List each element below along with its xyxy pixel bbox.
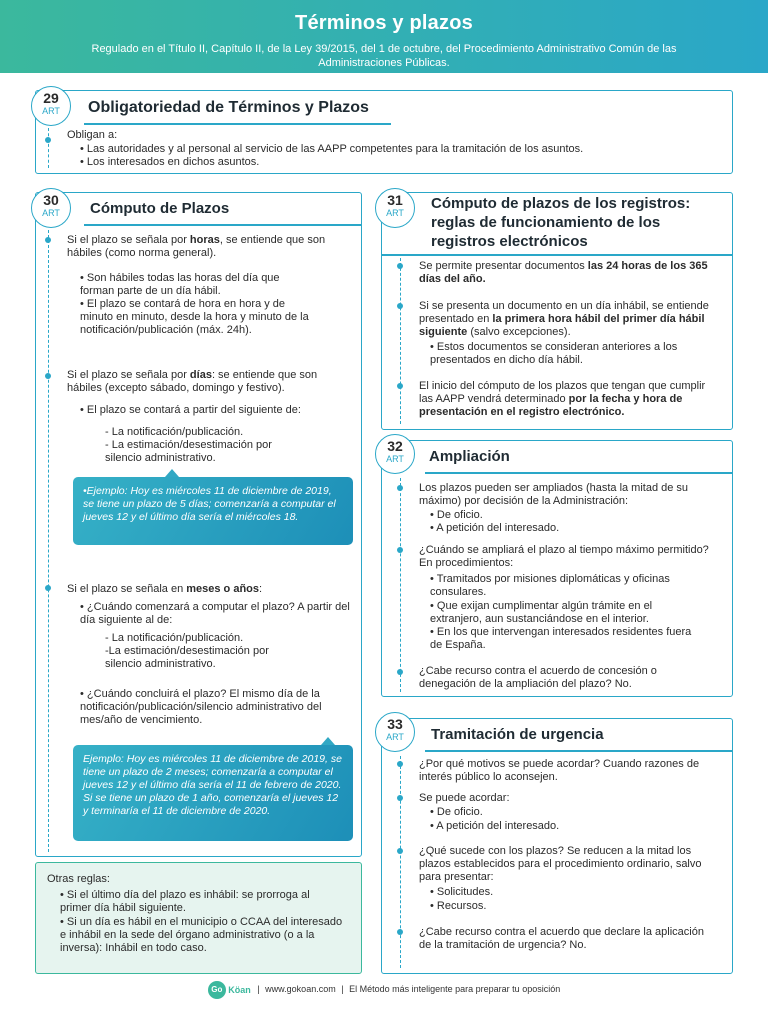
footer-tagline: El Método más inteligente para preparar tu oposición xyxy=(349,984,561,994)
art33-dot-2 xyxy=(397,795,403,801)
art33-dot-4 xyxy=(397,929,403,935)
gokoan-logo-word: Köan xyxy=(228,984,251,995)
art30-meses-text: Si el plazo se señala en meses o años: xyxy=(67,583,263,595)
art33-timeline xyxy=(400,756,401,968)
art31-timeline xyxy=(400,258,401,424)
art32-para-2-bullet-3: • En los que intervengan interesados residentes fuera de España. xyxy=(430,626,692,652)
otras-reglas-bullet-2: • Si un día es hábil en el municipio o CCAA del interesado e inhábil en la sede del órgano administrativo (o a la inversa): Inhábil en todo caso. xyxy=(60,916,343,955)
otras-reglas-box xyxy=(35,862,362,974)
art31-dot-1 xyxy=(397,263,403,269)
art31-dot-2 xyxy=(397,303,403,309)
art30-example-2: Ejemplo: Hoy es miércoles 11 de diciembre de 2019, se tiene un plazo de 2 meses; comenzaría a computar el jueves 12 y el último día sería el 11 de febrero de 2020. Si se tiene un plazo de 1 año, comenzaría el jueves 12 y terminaría el 11 de diciembre de 2020. xyxy=(73,745,353,841)
art31-art-label: ART xyxy=(386,208,404,218)
art32-para-1-bullet-1: • De oficio. xyxy=(430,509,483,521)
art32-title-underline xyxy=(425,472,733,474)
art33-badge xyxy=(375,712,415,752)
art30-title: Cómputo de Plazos xyxy=(90,200,230,217)
art33-title-underline xyxy=(425,750,733,752)
art33-para-2-bullet-1: • De oficio. xyxy=(430,806,483,818)
art30-horas-bullet-2: • El plazo se contará de hora en hora y de minuto en minuto, desde la hora y minuto de la notificación/publicación (máx. 24h). xyxy=(80,298,309,337)
art33-para-2-bullet-2: • A petición del interesado. xyxy=(430,820,560,832)
art32-art-label: ART xyxy=(386,454,404,464)
footer-url-link[interactable]: www.gokoan.com xyxy=(265,984,336,994)
art32-para-2: ¿Cuándo se ampliará el plazo al tiempo máximo permitido? En procedimientos: xyxy=(419,544,709,570)
art31-para-3: El inicio del cómputo de los plazos que tengan que cumplir las AAPP vendrá determinado por la fecha y hora de presentación en el registro electrónico. xyxy=(419,380,706,419)
art29-art-label: ART xyxy=(42,106,60,116)
art30-badge xyxy=(31,188,71,228)
art32-number: 32 xyxy=(387,438,403,454)
otras-reglas-bullet-1: • Si el último día del plazo es inhábil: se prorroga al primer día hábil siguiente. xyxy=(60,889,310,915)
art29-intro: Obligan a: xyxy=(67,129,118,141)
example-1-pointer xyxy=(165,469,179,477)
art30-dias-text: Si el plazo se señala por días: se entiende que son hábiles (excepto sábado, domingo y festivo). xyxy=(67,369,318,395)
art32-para-2-bullet-1: • Tramitados por misiones diplomáticas y oficinas consulares. xyxy=(430,573,670,599)
art32-para-3: ¿Cabe recurso contra el acuerdo de concesión o denegación de la ampliación del plazo? No. xyxy=(419,665,657,691)
art32-para-1: Los plazos pueden ser ampliados (hasta la mitad de su máximo) por decisión de la Administración: xyxy=(419,482,689,508)
art32-title: Ampliación xyxy=(429,448,510,465)
otras-reglas-title: Otras reglas: xyxy=(47,873,110,885)
art31-dot-3 xyxy=(397,383,403,389)
page-title: Términos y plazos xyxy=(295,12,473,34)
art33-para-3: ¿Qué sucede con los plazos? Se reducen a la mitad los plazos establecidos para el procedimiento ordinario, salvo para presentar: xyxy=(419,845,702,884)
gokoan-logo-icon: Go xyxy=(208,981,226,999)
art33-number: 33 xyxy=(387,716,403,732)
art32-para-2-bullet-2: • Que exijan cumplimentar algún trámite en el extranjero, aun sustanciándose en el interior. xyxy=(430,600,653,626)
art30-example-1: •Ejemplo: Hoy es miércoles 11 de diciembre de 2019, se tiene un plazo de 5 días; comenzaría a computar el jueves 12 y el último día sería el miércoles 18. xyxy=(73,477,353,545)
art33-dot-3 xyxy=(397,848,403,854)
art33-art-label: ART xyxy=(386,732,404,742)
art31-number: 31 xyxy=(387,192,403,208)
art31-badge xyxy=(375,188,415,228)
art31-title: Cómputo de plazos de los registros: reglas de funcionamiento de los registros electrónicos xyxy=(431,195,691,250)
art31-title-underline xyxy=(381,254,733,256)
art33-para-4: ¿Cabe recurso contra el acuerdo que declare la aplicación de la tramitación de urgencia? No. xyxy=(419,926,704,952)
page-subtitle: Regulado en el Título II, Capítulo II, de la Ley 39/2015, del 1 de octubre, del Procedimiento Administrativo Común de las Administraciones Públicas. xyxy=(91,43,677,69)
page-header xyxy=(0,0,768,73)
art29-timeline xyxy=(48,128,49,168)
art31-para-2-bullet: • Estos documentos se consideran anteriores a los presentados en dicho día hábil. xyxy=(430,341,678,367)
art30-timeline xyxy=(48,230,49,852)
art32-para-1-bullet-2: • A petición del interesado. xyxy=(430,522,560,534)
art33-title: Tramitación de urgencia xyxy=(431,726,604,743)
art32-dot-2 xyxy=(397,547,403,553)
art30-title-underline xyxy=(84,224,362,226)
art30-horas-text: Si el plazo se señala por horas, se entiende que son hábiles (como norma general). xyxy=(67,234,326,260)
art29-bullet-2: • Los interesados en dichos asuntos. xyxy=(80,156,260,168)
example-2-pointer xyxy=(321,737,335,745)
art33-para-3-bullet-1: • Solicitudes. xyxy=(430,886,494,898)
footer-separator-1: | xyxy=(257,984,260,994)
art30-dot-dias xyxy=(45,373,51,379)
art29-badge xyxy=(31,86,71,126)
footer-separator-2: | xyxy=(341,984,344,994)
art30-dias-sub-1: - La notificación/publicación. xyxy=(105,426,244,438)
art30-meses-bullet-2: • ¿Cuándo concluirá el plazo? El mismo día de la notificación/publicación/silencio administrativo del mes/año de vencimiento. xyxy=(80,688,322,727)
art31-para-2: Si se presenta un documento en un día inhábil, se entiende presentado en la primera hora hábil del primer día hábil siguiente (salvo excepciones). xyxy=(419,300,709,339)
art32-badge xyxy=(375,434,415,474)
art29-title: Obligatoriedad de Términos y Plazos xyxy=(88,99,369,116)
page-footer xyxy=(0,980,768,998)
art32-dot-3 xyxy=(397,669,403,675)
art29-title-underline xyxy=(84,123,391,125)
art30-number: 30 xyxy=(43,192,59,208)
art29-bullet-1: • Las autoridades y al personal al servicio de las AAPP competentes para la tramitación de los asuntos. xyxy=(80,143,584,155)
art30-dot-horas xyxy=(45,237,51,243)
art32-dot-1 xyxy=(397,485,403,491)
art31-para-1: Se permite presentar documentos las 24 horas de los 365 días del año. xyxy=(419,260,708,286)
art32-timeline xyxy=(400,478,401,692)
art30-dot-meses xyxy=(45,585,51,591)
art33-dot-1 xyxy=(397,761,403,767)
art30-meses-sub-1: - La notificación/publicación. xyxy=(105,632,244,644)
art29-number: 29 xyxy=(43,90,59,106)
art33-para-3-bullet-2: • Recursos. xyxy=(430,900,487,912)
art33-para-1: ¿Por qué motivos se puede acordar? Cuando razones de interés público lo aconsejen. xyxy=(419,758,700,784)
art29-dot xyxy=(45,137,51,143)
art30-horas-bullet-1: • Son hábiles todas las horas del día que forman parte de un día hábil. xyxy=(80,272,280,298)
art30-art-label: ART xyxy=(42,208,60,218)
art30-meses-sub-2: -La estimación/desestimación por silencio administrativo. xyxy=(105,645,269,671)
art30-dias-sub-2: - La estimación/desestimación por silencio administrativo. xyxy=(105,439,272,465)
art33-para-2: Se puede acordar: xyxy=(419,792,510,804)
art30-dias-bullet-1: • El plazo se contará a partir del siguiente de: xyxy=(80,404,301,416)
art30-meses-bullet-1: • ¿Cuándo comenzará a computar el plazo? A partir del día siguiente al de: xyxy=(80,601,350,627)
